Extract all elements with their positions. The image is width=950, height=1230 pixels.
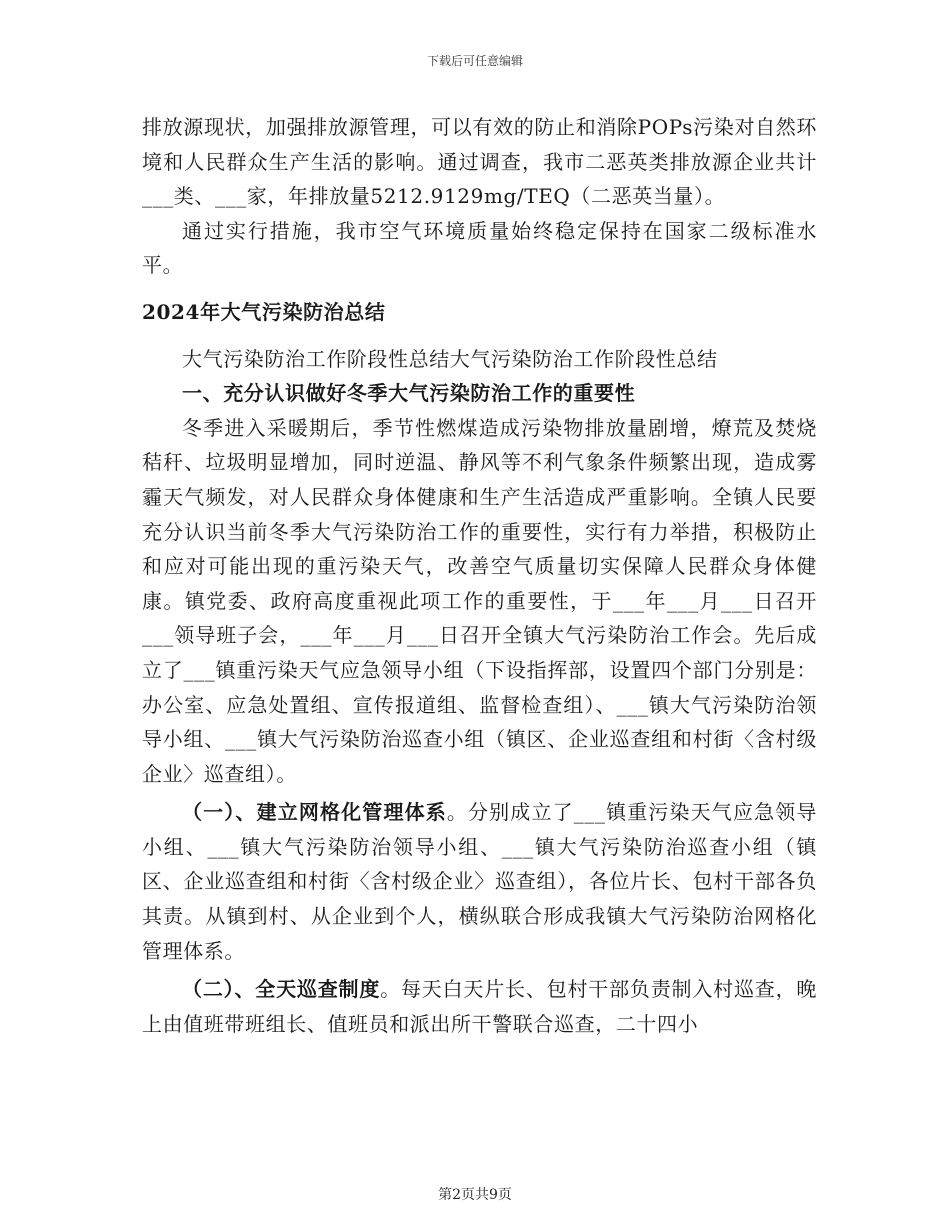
paragraph xyxy=(142,795,817,968)
paragraph-lead: （一）、建立网格化管理体系 xyxy=(182,800,447,825)
paragraph-lead: （二）、全天巡查制度 xyxy=(182,977,381,1002)
paragraph-text: 。每天白天片长、包村干部负责制入村巡查，晚上由值班带班组长、值班员和派出所干警联合巡查，二十四小 xyxy=(142,977,818,1036)
document-body xyxy=(142,110,817,1041)
paragraph-text: 。分别成立了___镇重污染天气应急领导小组、___镇大气污染防治领导小组、___镇大气污染防治巡查小组（镇区、企业巡查组和村街〈含村级企业〉巡查组），各位片长、包村干部各负其责。从镇到村、从企业到个人，横纵联合形成我镇大气污染防治网格化管理体系。 xyxy=(142,800,817,963)
paragraph: 排放源现状，加强排放源管理，可以有效的防止和消除POPs污染对自然环境和人民群众生产生活的影响。通过调查，我市二恶英类排放源企业共计___类、___家，年排放量5212.9129mg/TEQ（二恶英当量）。 xyxy=(142,115,817,209)
paragraph: 通过实行措施，我市空气环境质量始终稳定保持在国家二级标准水平。 xyxy=(142,218,817,278)
paragraph: 大气污染防治工作阶段性总结大气污染防治工作阶段性总结 xyxy=(182,346,718,371)
page-header: 下载后可任意编辑 xyxy=(426,54,523,68)
heading-1: 一、充分认识做好冬季大气污染防治工作的重要性 xyxy=(182,381,636,406)
paragraph xyxy=(142,972,817,1041)
section-title: 2024年大气污染防治总结 xyxy=(142,299,386,324)
paragraph: 冬季进入采暖期后，季节性燃煤造成污染物排放量剧增，燎荒及焚烧秸秆、垃圾明显增加，同时逆温、静风等不利气象条件频繁出现，造成雾霾天气频发，对人民群众身体健康和生产生活造成严重影响。全镇人民要充分认识当前冬季大气污染防治工作的重要性，实行有力举措，积极防止和应对可能出现的重污染天气，改善空气质量切实保障人民群众身体健康。镇党委、政府高度重视此项工作的重要性，于___年___月___日召开___领导班子会，___年___月___日召开全镇大气污染防治工作会。先后成立了___镇重污染天气应急领导小组（下设指挥部，设置四个部门分别是：办公室、应急处置组、宣传报道组、监督检查组）、___镇大气污染防治领导小组、___镇大气污染防治巡查小组（镇区、企业巡查组和村街〈含村级企业〉巡查组）。 xyxy=(142,415,817,786)
page-footer: 第2页共9页 xyxy=(438,1187,512,1203)
